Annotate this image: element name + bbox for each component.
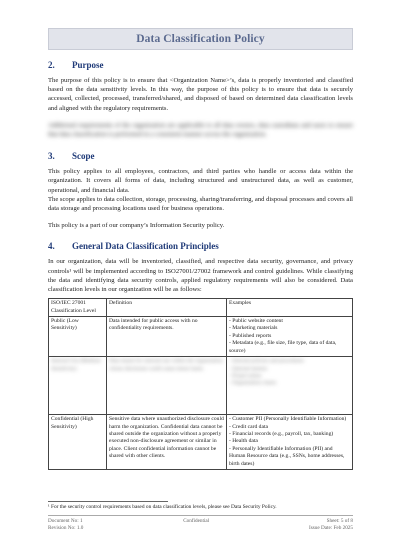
definition-public: Data intended for public access with no confidentiality requirements. bbox=[107, 317, 227, 357]
table-row bbox=[49, 415, 353, 470]
page-footer bbox=[48, 518, 353, 531]
examples-internal: - Internal policies and procedures - Internal memos - Project plans - Organization charts bbox=[227, 357, 353, 415]
table-header-row bbox=[49, 299, 353, 317]
classification-label: Confidential bbox=[183, 518, 210, 524]
sheet-number: Sheet: 5 of 8 bbox=[326, 518, 353, 524]
scope-text-1: This policy applies to all employees, contractors, and third parties who handle or access data within the organization. It covers all forms of data, including structured and unstructured data, as well as customer, operational, and financial data. bbox=[48, 168, 353, 194]
examples-confidential: - Customer PII (Personally Identifiable Information) - Credit card data - Financial records (e.g., payroll, tax, banking) - Health data - Personally Identifiable Information (PII) and Human Resource data (e.g., SSNs, home addresses, birth dates) bbox=[227, 415, 353, 470]
table-row bbox=[49, 317, 353, 357]
document-number: Document No: 1 bbox=[48, 518, 83, 524]
document-title-bar bbox=[48, 28, 353, 50]
section-heading-purpose: 2. Purpose bbox=[48, 60, 104, 70]
header-definition: Definition bbox=[107, 299, 227, 317]
scope-text-2: The scope applies to data collection, storage, processing, sharing/transferring, and disposal processes and covers all data storage and processing locations used for business operations. bbox=[48, 195, 353, 213]
section-heading-principles: 4. General Data Classification Principles bbox=[48, 241, 219, 252]
issue-date: Issue Date: Feb 2025 bbox=[309, 524, 353, 531]
examples-public: - Public website content - Marketing materials - Published reports - Metadata (e.g., file size, file type, data of data, source) bbox=[227, 317, 353, 357]
definition-internal: Data meant for internal use within the organization whose disclosure could cause minor harm. bbox=[107, 357, 227, 415]
principles-text: In our organization, data will be inventoried, classified, and respective data security, governance, and privacy controls¹ will be implemented according to ISO27001/27002 framework and control guidelines. While classifying the data and identifying data security controls, applied regulatory requirements will also be considered. Data classification levels in our organization will be as follows: bbox=[48, 258, 353, 294]
table-row-redacted bbox=[49, 357, 353, 415]
redacted-paragraph: Additional requirements of the organization are applicable to all data owners, data custodians and users to ensure that data classification is performed in a consistent manner across the organization. bbox=[48, 121, 353, 139]
document-title: Data Classification Policy bbox=[136, 33, 265, 45]
level-public: Public (Low Sensitivity) bbox=[49, 317, 107, 357]
revision-number: Revision No: 1.0 bbox=[48, 524, 84, 531]
purpose-text: The purpose of this policy is to ensure that <Organization Name>’s, data is properly inventoried and classified based on the data sensitivity levels. In this way, the purpose of this policy is to ensure that data is securely accessed, collected, processed, transferred/shared, and disposed of based on determined data classification levels and aligned with the regulatory requirements. bbox=[48, 77, 353, 112]
footnote-divider bbox=[48, 501, 168, 502]
document-body bbox=[48, 58, 353, 470]
header-level: ISO/IEC 27001 Classification Level bbox=[49, 299, 107, 317]
scope-text-3: This policy is a part of our company’s Information Security policy. bbox=[48, 222, 225, 230]
footnote: ¹ For the security control requirements based on data classification levels, please see Data Security Policy. bbox=[48, 504, 277, 510]
section-heading-scope: 3. Scope bbox=[48, 151, 95, 162]
definition-confidential: Sensitive data where unauthorized disclosure could harm the organization. Confidential data cannot be shared outside the organization without a properly executed non-disclosure agreement or similar in place. Client confidential information cannot be shared with other clients. bbox=[107, 415, 227, 470]
footer-divider bbox=[48, 515, 353, 516]
header-examples: Examples bbox=[227, 299, 353, 317]
classification-table bbox=[48, 298, 353, 470]
level-internal: Internal Use (Medium Sensitivity) bbox=[49, 357, 107, 415]
level-confidential: Confidential (High Sensitivity) bbox=[49, 415, 107, 470]
